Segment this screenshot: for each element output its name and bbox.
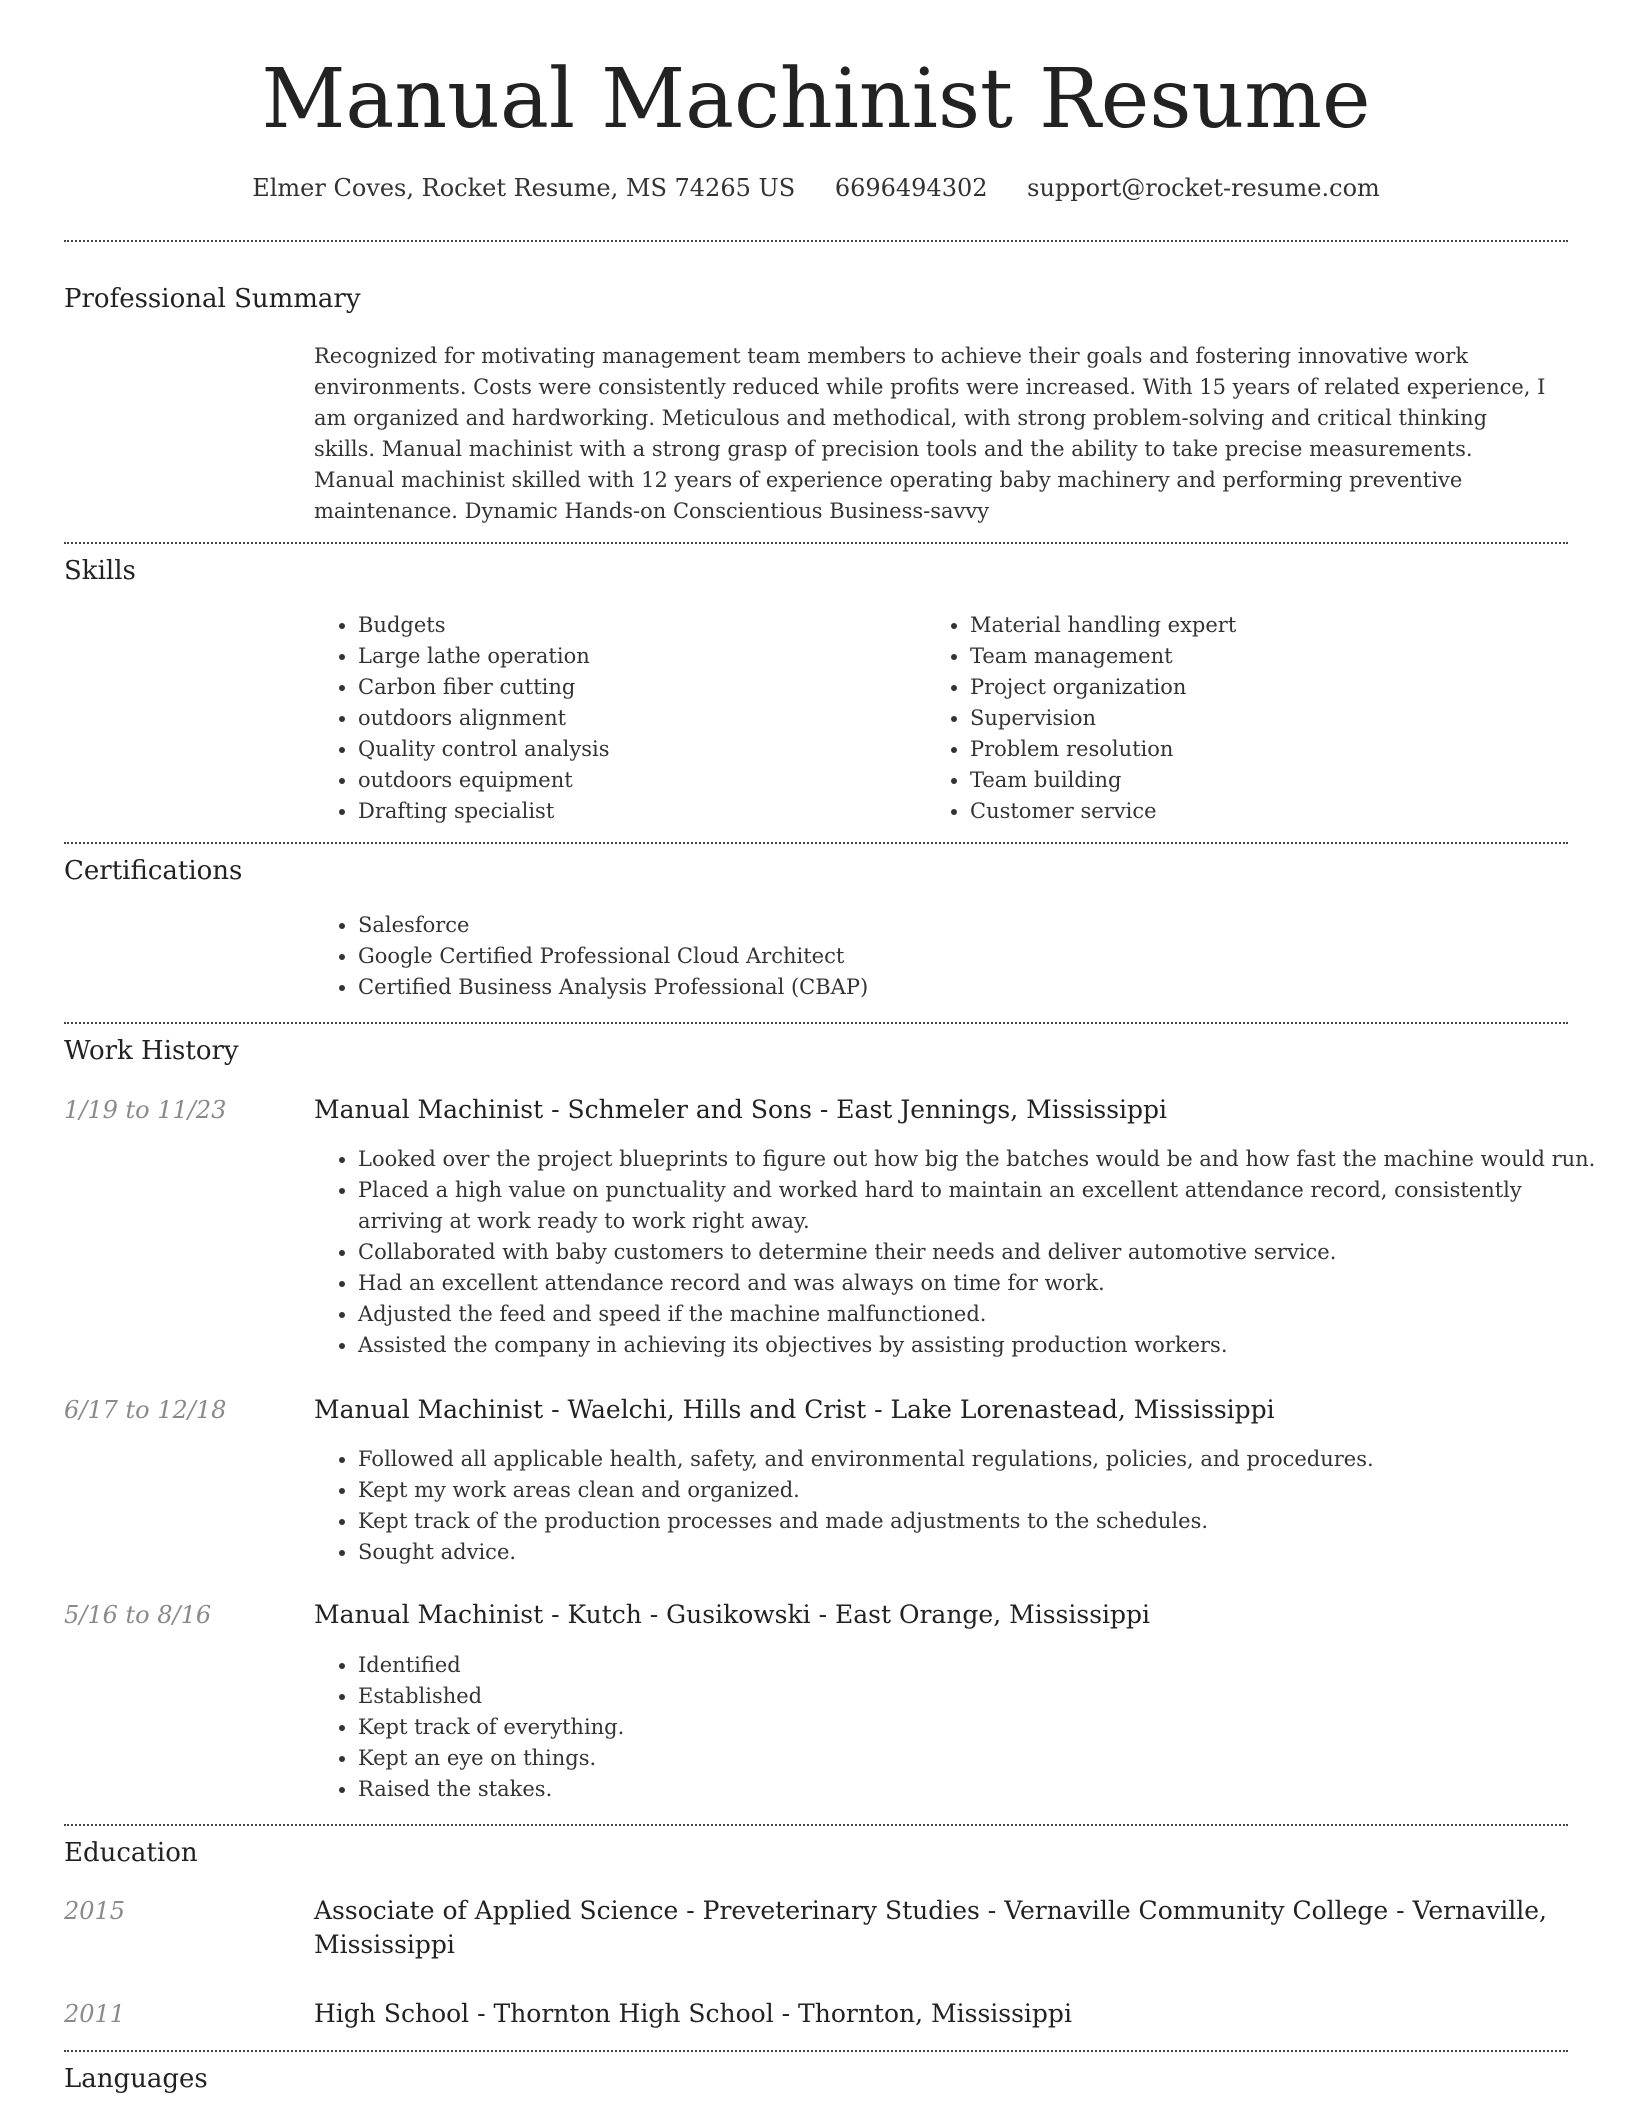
skill-item: • Project organization	[970, 672, 1570, 703]
job-bullets	[314, 1650, 1604, 1805]
job-bullet: • Kept track of the production processes and made adjustments to the schedules.	[358, 1506, 1604, 1537]
job-bullet: • Established	[358, 1681, 1604, 1712]
section-divider	[64, 240, 1568, 242]
section-title-languages: Languages	[64, 2064, 208, 2094]
section-title-work-history: Work History	[64, 1036, 239, 1066]
job-bullet: • Collaborated with baby customers to determine their needs and deliver automotive service.	[358, 1237, 1604, 1268]
page-title: Manual Machinist Resume	[261, 52, 1371, 147]
section-divider	[64, 842, 1568, 844]
job-dates: 1/19 to 11/23	[64, 1096, 227, 1124]
job-dates: 6/17 to 12/18	[64, 1396, 227, 1424]
skill-item: • Problem resolution	[970, 734, 1570, 765]
job-bullets	[314, 1144, 1604, 1361]
job-dates: 5/16 to 8/16	[64, 1601, 212, 1629]
section-title-certifications: Certifications	[64, 856, 243, 886]
job-heading: Manual Machinist - Schmeler and Sons - East Jennings, Mississippi	[314, 1095, 1168, 1124]
job-bullet: • Kept an eye on things.	[358, 1743, 1604, 1774]
section-divider	[64, 1824, 1568, 1826]
skill-item: • Carbon fiber cutting	[358, 672, 918, 703]
skill-item: • Team building	[970, 765, 1570, 796]
education-year: 2015	[64, 1897, 126, 1925]
skill-item: • Large lathe operation	[358, 641, 918, 672]
contact-phone: 6696494302	[834, 174, 988, 202]
skill-item: • Budgets	[358, 610, 918, 641]
summary-text: Recognized for motivating management team members to achieve their goals and fostering innovative work environments. Costs were consistently reduced while profits were increased. With 15 years of related experience, I am organized and hardworking. Meticulous and methodical, with strong problem-solving and critical thinking skills. Manual machinist with a strong grasp of precision tools and the ability to take precise measurements. Manual machinist skilled with 12 years of experience operating baby machinery and performing preventive maintenance. Dynamic Hands-on Conscientious Business-savvy	[314, 344, 1546, 523]
skill-item: • Supervision	[970, 703, 1570, 734]
job-bullet: • Kept my work areas clean and organized.	[358, 1475, 1604, 1506]
certification-item: • Salesforce	[358, 910, 1558, 941]
certifications-list	[314, 910, 1558, 1003]
skills-list-right	[926, 610, 1570, 827]
section-divider	[64, 2050, 1568, 2052]
job-bullet: • Followed all applicable health, safety, and environmental regulations, policies, and procedures.	[358, 1444, 1604, 1475]
skill-item: • Customer service	[970, 796, 1570, 827]
job-bullet: • Sought advice.	[358, 1537, 1604, 1568]
section-divider	[64, 1022, 1568, 1024]
job-heading: Manual Machinist - Kutch - Gusikowski - East Orange, Mississippi	[314, 1600, 1151, 1629]
job-bullet: • Raised the stakes.	[358, 1774, 1604, 1805]
skill-item: • Drafting specialist	[358, 796, 918, 827]
job-bullet: • Kept track of everything.	[358, 1712, 1604, 1743]
skill-item: • Material handling expert	[970, 610, 1570, 641]
job-bullet: • Placed a high value on punctuality and worked hard to maintain an excellent attendance record, consistently arriving at work ready to work right away.	[358, 1175, 1604, 1237]
certification-item: • Google Certified Professional Cloud Architect	[358, 941, 1558, 972]
education-year: 2011	[64, 2000, 126, 2028]
skill-item: • outdoors equipment	[358, 765, 918, 796]
contact-address: Elmer Coves, Rocket Resume, MS 74265 US	[252, 174, 796, 202]
section-title-skills: Skills	[64, 556, 136, 586]
job-bullet: • Identified	[358, 1650, 1604, 1681]
section-title-summary: Professional Summary	[64, 284, 361, 314]
job-bullet: • Had an excellent attendance record and was always on time for work.	[358, 1268, 1604, 1299]
skills-list-left	[314, 610, 918, 827]
contact-info	[0, 171, 1632, 205]
job-bullet: • Looked over the project blueprints to figure out how big the batches would be and how fast the machine would run.	[358, 1144, 1604, 1175]
job-bullets	[314, 1444, 1604, 1568]
job-bullet: • Adjusted the feed and speed if the machine malfunctioned.	[358, 1299, 1604, 1330]
skill-item: • Quality control analysis	[358, 734, 918, 765]
skill-item: • Team management	[970, 641, 1570, 672]
skill-item: • outdoors alignment	[358, 703, 918, 734]
contact-email: support@rocket-resume.com	[1027, 174, 1380, 202]
job-heading: Manual Machinist - Waelchi, Hills and Crist - Lake Lorenastead, Mississippi	[314, 1395, 1275, 1424]
education-heading: Associate of Applied Science - Preveterinary Studies - Vernaville Community College - Vernaville, Mississippi	[314, 1896, 1547, 1959]
certification-item: • Certified Business Analysis Professional (CBAP)	[358, 972, 1558, 1003]
section-divider	[64, 542, 1568, 544]
education-heading: High School - Thornton High School - Thornton, Mississippi	[314, 1999, 1072, 2028]
job-bullet: • Assisted the company in achieving its objectives by assisting production workers.	[358, 1330, 1604, 1361]
section-title-education: Education	[64, 1838, 198, 1868]
